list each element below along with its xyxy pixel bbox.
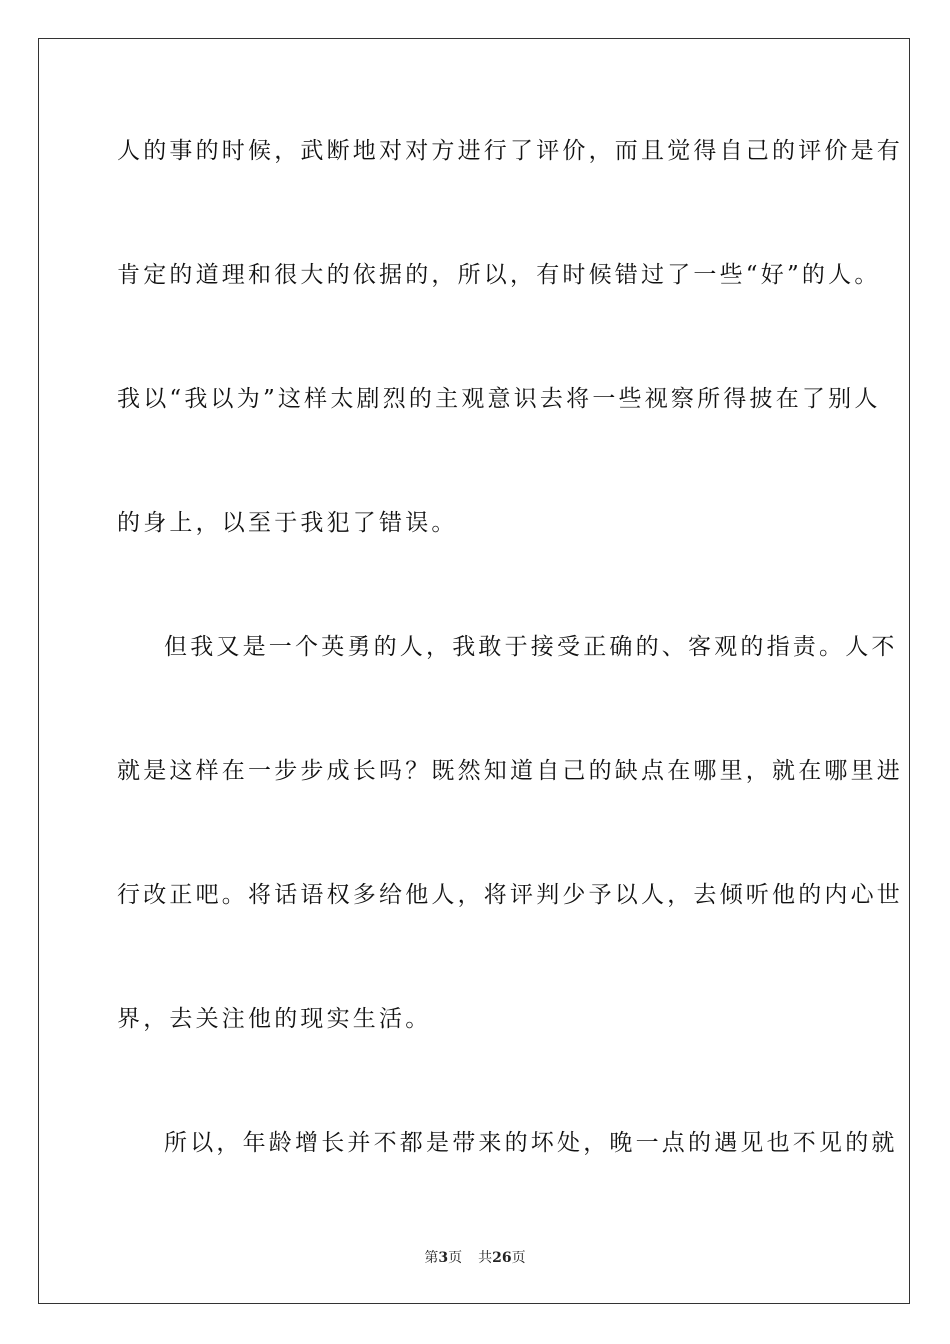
- total-pages: 26: [492, 1250, 512, 1266]
- page-footer: [0, 1248, 950, 1268]
- text-line: 就是这样在一步步成长吗？既然知道自己的缺点在哪里，就在哪里进: [117, 758, 903, 784]
- text-line: 人的事的时候，武断地对对方进行了评价，而且觉得自己的评价是有: [117, 138, 903, 164]
- page-border: [38, 38, 910, 1304]
- page-number: 3: [438, 1250, 449, 1266]
- paragraph-start-line: 所以，年龄增长并不都是带来的坏处，晚一点的遇见也不见的就: [164, 1130, 898, 1156]
- paragraph-start-line: 但我又是一个英勇的人，我敢于接受正确的、客观的指责。人不: [164, 634, 898, 660]
- text-line: 的身上，以至于我犯了错误。: [117, 510, 458, 536]
- page-prefix: 第: [424, 1250, 439, 1266]
- text-line: 我以“我以为”这样太剧烈的主观意识去将一些视察所得披在了别人: [117, 386, 881, 412]
- page-suffix: 页: [448, 1250, 463, 1266]
- total-prefix: 共: [478, 1250, 493, 1266]
- text-line: 肯定的道理和很大的依据的，所以，有时候错过了一些“好”的人。: [117, 262, 881, 288]
- total-suffix: 页: [511, 1250, 526, 1266]
- text-line: 行改正吧。将话语权多给他人，将评判少予以人，去倾听他的内心世: [117, 882, 903, 908]
- text-line: 界，去关注他的现实生活。: [117, 1006, 432, 1032]
